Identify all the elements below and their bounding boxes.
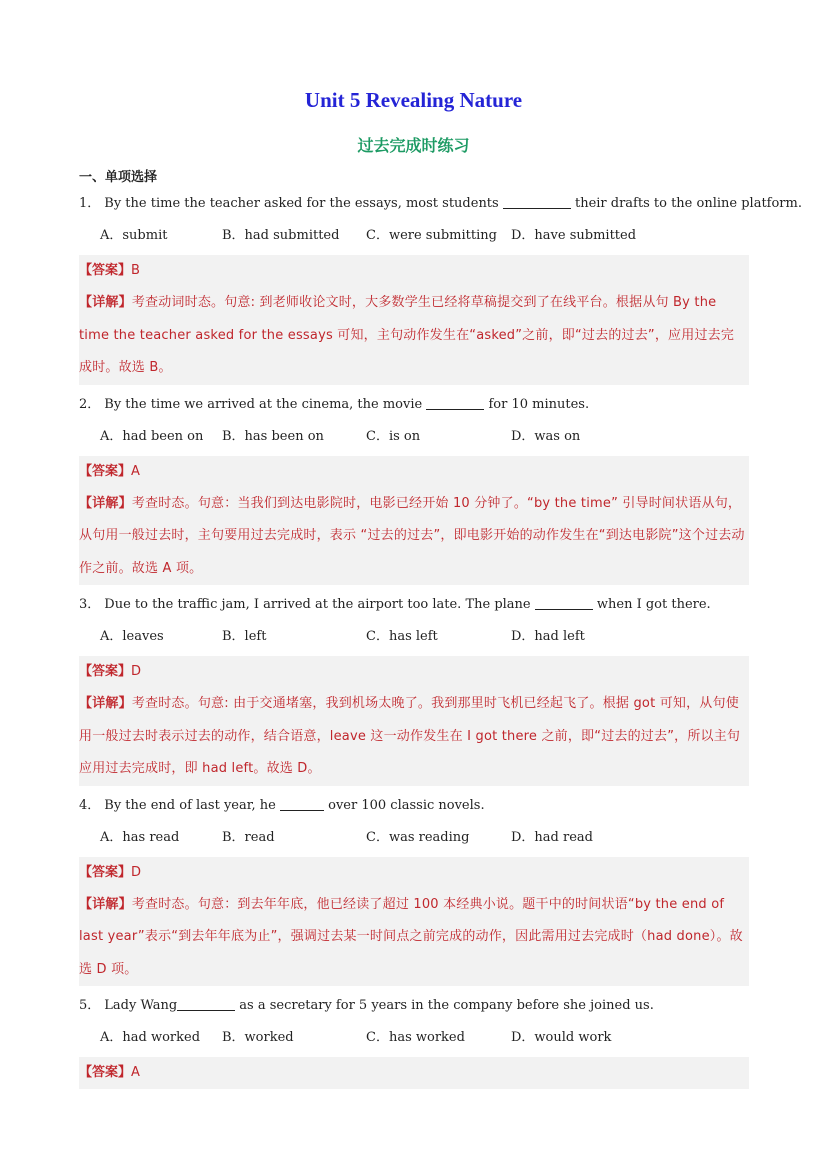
option-a: A．has read xyxy=(100,829,180,845)
answer-tag: 【答案】 xyxy=(79,664,132,679)
detail-paragraph xyxy=(79,287,749,385)
question-stem xyxy=(79,994,749,1018)
answer-tag: 【答案】 xyxy=(79,864,132,880)
answer-box xyxy=(79,656,749,786)
stem-text-before: By the end of last year, he xyxy=(104,797,280,813)
answer-box xyxy=(79,857,749,987)
answer-box xyxy=(79,456,749,586)
answer-blank xyxy=(177,996,235,1011)
detail-tag: 【详解】 xyxy=(79,696,132,711)
question-stem xyxy=(79,593,749,617)
question-number: 4． xyxy=(79,797,101,813)
stem-text-after: their drafts to the online platform. xyxy=(570,196,802,211)
options-row xyxy=(79,417,749,450)
answer-value: A xyxy=(131,1065,140,1080)
option-c: C．was reading xyxy=(366,829,470,845)
detail-text: 考查动词时态。句意: 到老师收论文时，大多数学生已经将草稿提交到了在线平台。根据从句 By the time the teacher asked for the essays 可知，主句动作发生在“asked”之前，即“过去的过去”，应用过去完成时。故选 B。 xyxy=(79,295,735,375)
answer-line xyxy=(79,255,749,287)
detail-tag: 【详解】 xyxy=(79,896,132,912)
detail-paragraph xyxy=(79,688,749,786)
option-b: B．has been on xyxy=(222,428,324,444)
answer-value: D xyxy=(131,664,142,679)
answer-line xyxy=(79,656,749,688)
answer-box xyxy=(79,1057,749,1089)
option-d: D．was on xyxy=(511,428,581,444)
options-row xyxy=(79,818,749,851)
detail-paragraph xyxy=(79,488,749,586)
stem-text-before: By the time the teacher asked for the essays, most students xyxy=(104,196,503,211)
option-d: D．would work xyxy=(511,1030,612,1045)
question-item-3 xyxy=(79,593,749,786)
detail-tag: 【详解】 xyxy=(79,495,132,511)
question-item-5 xyxy=(79,994,749,1089)
stem-text-after: as a secretary for 5 years in the company before she joined us. xyxy=(235,998,654,1013)
answer-line xyxy=(79,456,749,488)
option-b: B．worked xyxy=(222,1030,294,1045)
stem-text-before: Lady Wang xyxy=(104,998,178,1013)
option-a: A．had been on xyxy=(100,428,204,444)
option-b: B．left xyxy=(222,629,267,644)
options-row xyxy=(79,216,749,249)
answer-tag: 【答案】 xyxy=(79,263,132,278)
question-stem xyxy=(79,794,749,818)
option-b: B．read xyxy=(222,829,275,845)
option-c: C．is on xyxy=(366,428,421,444)
option-a: A．submit xyxy=(100,228,168,243)
option-a: A．had worked xyxy=(100,1030,201,1045)
question-number: 2． xyxy=(79,396,101,412)
detail-text: 考查时态。句意：当我们到达电影院时，电影已经开始 10 分钟了。“by the time” 引导时间状语从句，从句用一般过去时，主句要用过去完成时，表示 “过去的过去”，即电影开始的动作发生在“到达电影院”这个过去动作之前。故选 A 项。 xyxy=(79,495,745,576)
page-subtitle: 过去完成时练习 xyxy=(357,136,470,155)
answer-blank xyxy=(535,595,593,610)
question-item-2 xyxy=(79,393,749,586)
option-c: C．has worked xyxy=(366,1030,465,1045)
option-d: D．had read xyxy=(511,829,593,845)
answer-tag: 【答案】 xyxy=(79,1065,132,1080)
question-item-1 xyxy=(79,192,802,385)
section-heading: 一、单项选择 xyxy=(79,170,158,185)
option-d: D．have submitted xyxy=(511,228,637,243)
answer-blank xyxy=(426,395,484,410)
answer-value: B xyxy=(131,263,140,278)
answer-blank xyxy=(503,194,571,209)
question-list xyxy=(79,192,802,1089)
option-b: B．had submitted xyxy=(222,228,340,243)
answer-box xyxy=(79,255,749,385)
answer-value: A xyxy=(131,463,140,479)
question-number: 5． xyxy=(79,998,101,1013)
options-row xyxy=(79,617,749,650)
option-c: C．has left xyxy=(366,629,438,644)
stem-text-before: Due to the traffic jam, I arrived at the airport too late. The plane xyxy=(104,597,535,612)
question-number: 1． xyxy=(79,196,101,211)
stem-text-before: By the time we arrived at the cinema, the movie xyxy=(104,396,427,412)
answer-tag: 【答案】 xyxy=(79,463,132,479)
answer-blank xyxy=(280,796,324,811)
answer-line xyxy=(79,857,749,889)
detail-paragraph xyxy=(79,889,749,987)
option-c: C．were submitting xyxy=(366,228,497,243)
detail-text: 考查时态。句意: 由于交通堵塞，我到机场太晚了。我到那里时飞机已经起飞了。根据 got 可知，从句使用一般过去时表示过去的动作，结合语意，leave 这一动作发生在 I got there 之前，即“过去的过去”，所以主句应用过去完成时，即 had left。故选 D。 xyxy=(79,696,741,776)
option-a: A．leaves xyxy=(100,629,164,644)
question-number: 3． xyxy=(79,597,101,612)
question-stem xyxy=(79,192,802,216)
option-d: D．had left xyxy=(511,629,585,644)
stem-text-after: over 100 classic novels. xyxy=(324,797,485,813)
answer-line xyxy=(79,1057,749,1089)
detail-text: 考查时态。句意：到去年年底，他已经读了超过 100 本经典小说。题干中的时间状语“by the end of last year”表示“到去年年底为止”，强调过去某一时间点之前完成的动作，因此需用过去完成时（had done）。故选 D 项。 xyxy=(79,896,743,977)
options-row xyxy=(79,1018,749,1051)
detail-tag: 【详解】 xyxy=(79,295,132,310)
question-stem xyxy=(79,393,749,417)
stem-text-after: for 10 minutes. xyxy=(484,396,590,412)
question-item-4 xyxy=(79,794,749,987)
answer-value: D xyxy=(131,864,142,880)
stem-text-after: when I got there. xyxy=(592,597,711,612)
page-title: Unit 5 Revealing Nature xyxy=(304,88,523,112)
